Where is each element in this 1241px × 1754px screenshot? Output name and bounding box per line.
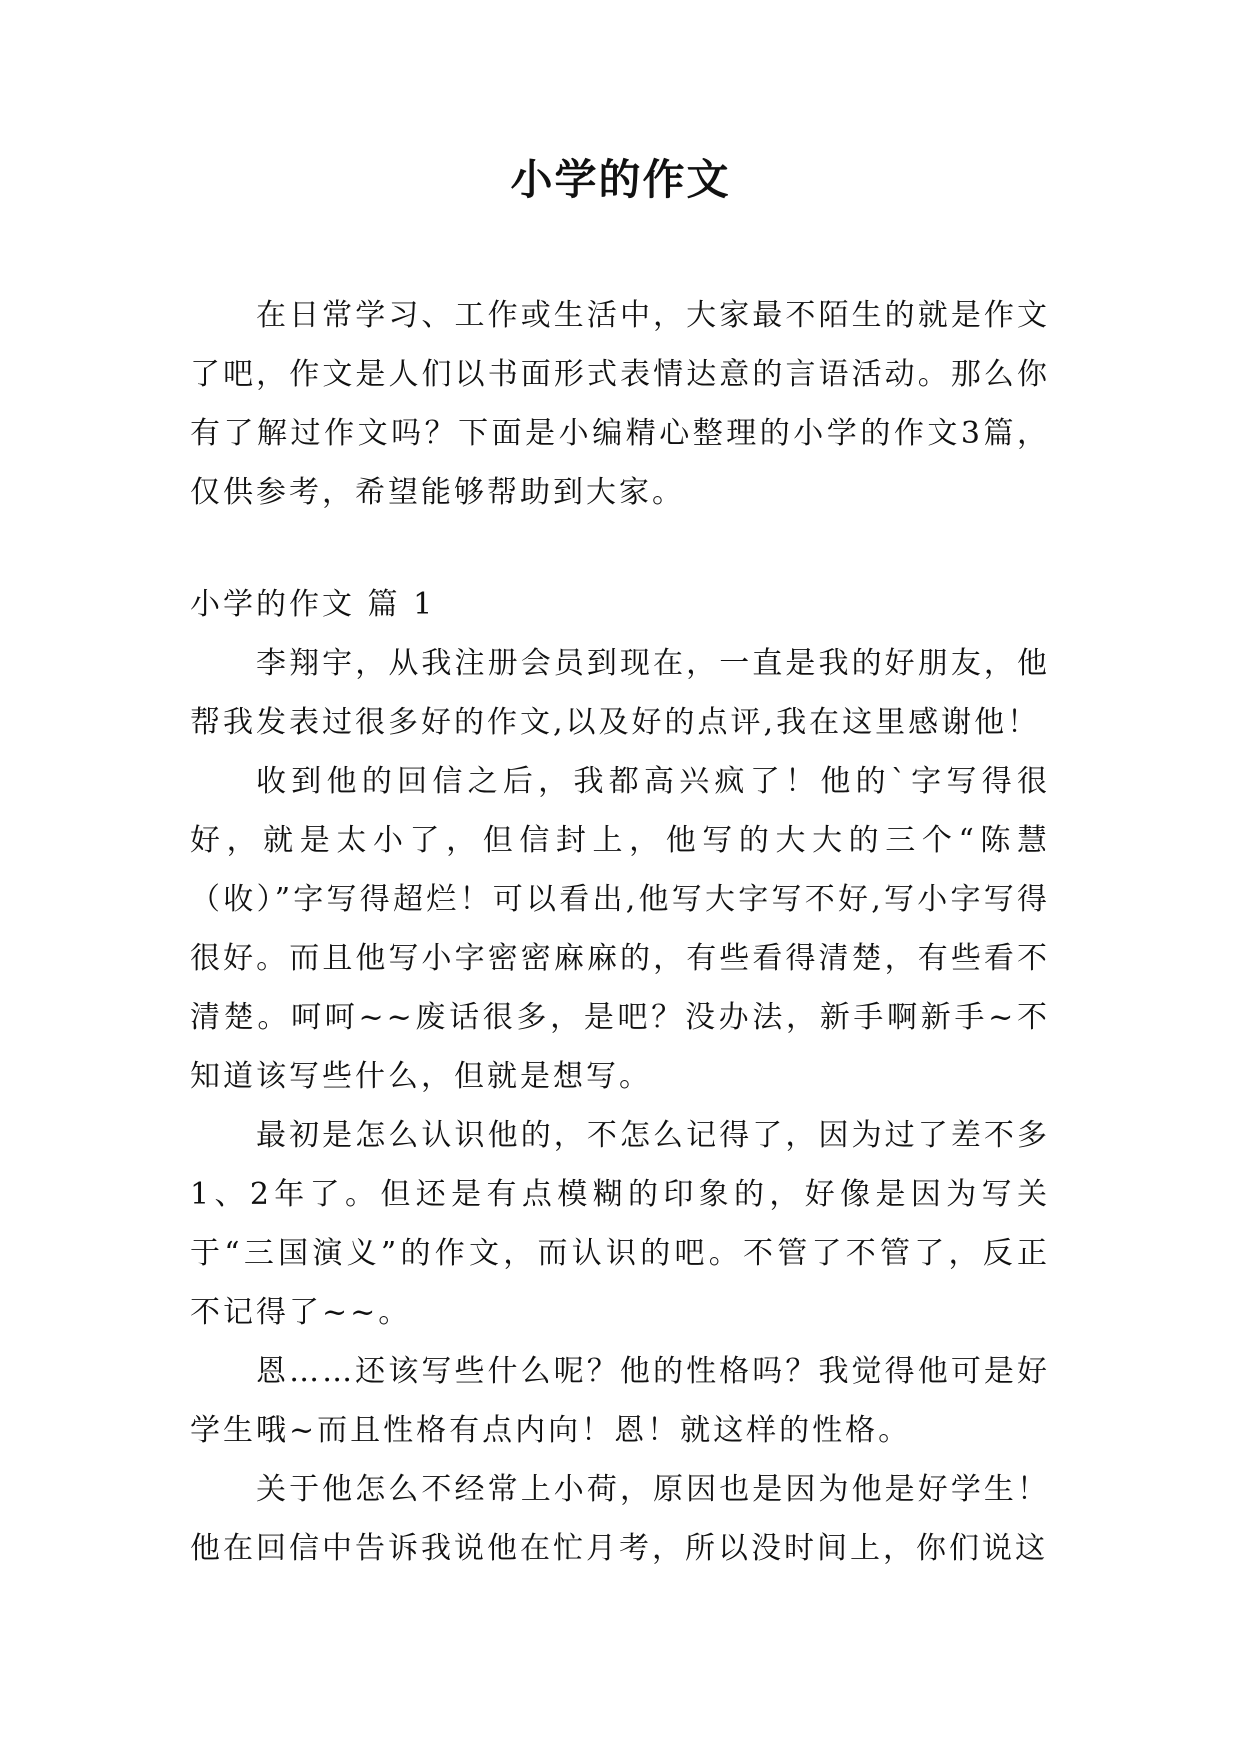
- essay-section: [190, 575, 1050, 1578]
- essay-paragraph: 关于他怎么不经常上小荷，原因也是因为他是好学生！他在回信中告诉我说他在忙月考，所以没时间上，你们说这: [190, 1472, 1050, 1566]
- essay-paragraph: 最初是怎么认识他的，不怎么记得了，因为过了差不多1、2年了。但还是有点模糊的印象的，好像是因为写关于“三国演义”的作文，而认识的吧。不管了不管了，反正不记得了~~。: [190, 1118, 1050, 1330]
- document-title: 小学的作文: [510, 155, 731, 204]
- essay-paragraph: 恩……还该写些什么呢？他的性格吗？我觉得他可是好学生哦~而且性格有点内向！恩！就这样的性格。: [190, 1354, 1050, 1448]
- intro-paragraph: 在日常学习、工作或生活中，大家最不陌生的就是作文了吧，作文是人们以书面形式表情达意的言语活动。那么你有了解过作文吗？下面是小编精心整理的小学的作文3篇，仅供参考，希望能够帮助到大家。: [190, 298, 1050, 510]
- section-heading: 小学的作文 篇 1: [190, 587, 436, 622]
- essay-paragraph: 李翔宇，从我注册会员到现在，一直是我的好朋友，他帮我发表过很多好的作文,以及好的点评,我在这里感谢他！: [190, 646, 1050, 740]
- intro-block: [190, 286, 1050, 522]
- essay-paragraph: 收到他的回信之后，我都高兴疯了！他的`字写得很好，就是太小了，但信封上，他写的大大的三个“陈慧（收）”字写得超烂！可以看出,他写大字写不好,写小字写得很好。而且他写小字密密麻麻的，有些看得清楚，有些看不清楚。呵呵~~废话很多，是吧？没办法，新手啊新手~不知道该写些什么，但就是想写。: [190, 764, 1050, 1094]
